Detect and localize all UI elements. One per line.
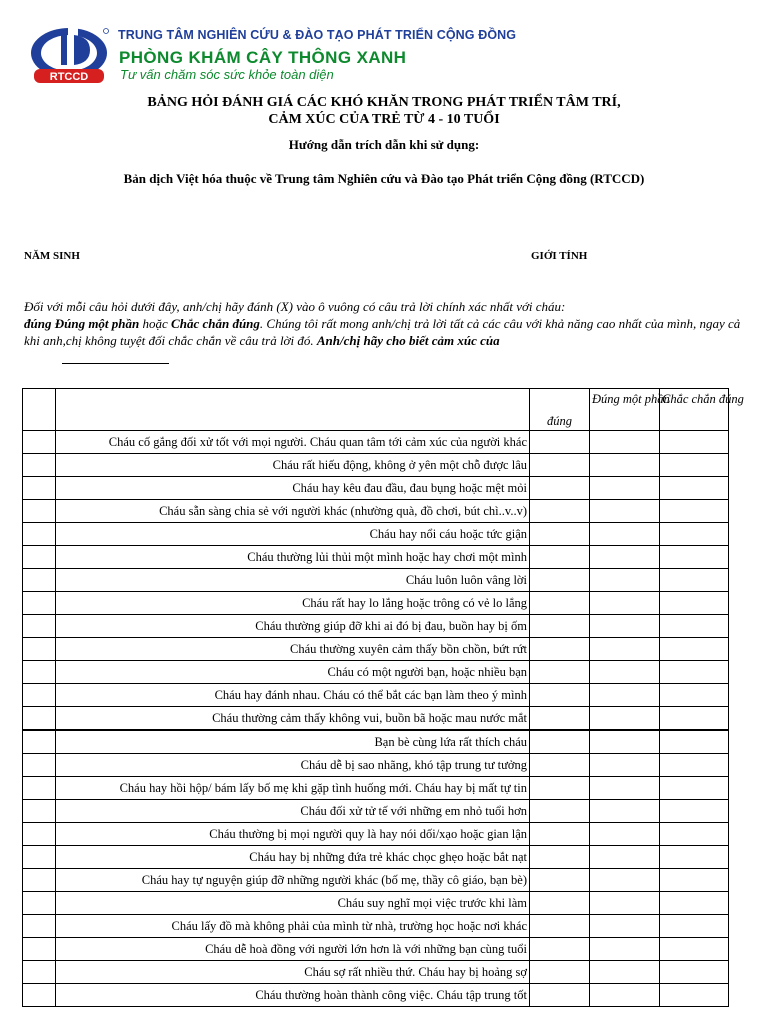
col-header-certainly-true: Chắc chắn đúng xyxy=(660,389,729,431)
rtccd-logo-icon xyxy=(28,25,110,87)
table-row xyxy=(23,592,729,615)
answer-box-certainly-true[interactable] xyxy=(660,454,729,477)
row-number-cell xyxy=(23,431,56,454)
answer-box-true[interactable] xyxy=(530,500,590,523)
answer-box-partly-true[interactable] xyxy=(590,892,660,915)
question-text: Cháu suy nghĩ mọi việc trước khi làm xyxy=(56,892,530,915)
table-row xyxy=(23,707,729,731)
row-number-cell xyxy=(23,846,56,869)
answer-box-partly-true[interactable] xyxy=(590,615,660,638)
answer-box-true[interactable] xyxy=(530,754,590,777)
row-number-cell xyxy=(23,869,56,892)
instr-line1: Đối với mỗi câu hỏi dưới đây, anh/chị hãy đánh (X) vào ô vuông có câu trả lời chính xác nhất với cháu: xyxy=(24,299,566,314)
answer-box-partly-true[interactable] xyxy=(590,707,660,731)
table-row xyxy=(23,915,729,938)
table-row xyxy=(23,546,729,569)
answer-box-certainly-true[interactable] xyxy=(660,730,729,754)
answer-box-certainly-true[interactable] xyxy=(660,592,729,615)
answer-box-true[interactable] xyxy=(530,938,590,961)
answer-box-certainly-true[interactable] xyxy=(660,638,729,661)
answer-box-partly-true[interactable] xyxy=(590,592,660,615)
answer-box-partly-true[interactable] xyxy=(590,800,660,823)
answer-box-true[interactable] xyxy=(530,661,590,684)
row-number-cell xyxy=(23,592,56,615)
question-text: Cháu thường cảm thấy không vui, buồn bã hoặc mau nước mắt xyxy=(56,707,530,731)
answer-box-certainly-true[interactable] xyxy=(660,823,729,846)
answer-box-partly-true[interactable] xyxy=(590,846,660,869)
question-text: Cháu đối xử tử tế với những em nhỏ tuổi hơn xyxy=(56,800,530,823)
question-text: Cháu thường lủi thủi một mình hoặc hay chơi một mình xyxy=(56,546,530,569)
answer-box-partly-true[interactable] xyxy=(590,961,660,984)
logo-text: RTCCD xyxy=(49,71,89,83)
answer-box-partly-true[interactable] xyxy=(590,984,660,1007)
answer-box-true[interactable] xyxy=(530,915,590,938)
answer-box-partly-true[interactable] xyxy=(590,454,660,477)
answer-box-certainly-true[interactable] xyxy=(660,431,729,454)
answer-box-certainly-true[interactable] xyxy=(660,846,729,869)
table-row xyxy=(23,615,729,638)
question-text: Cháu thường hoàn thành công việc. Cháu tập trung tốt xyxy=(56,984,530,1007)
clinic-name: PHÒNG KHÁM CÂY THÔNG XANH xyxy=(119,48,407,67)
header-question-cell xyxy=(56,389,530,431)
question-text: Cháu hay đánh nhau. Cháu có thể bắt các bạn làm theo ý mình xyxy=(56,684,530,707)
answer-box-true[interactable] xyxy=(530,984,590,1007)
table-row xyxy=(23,454,729,477)
table-row xyxy=(23,846,729,869)
row-number-cell xyxy=(23,707,56,731)
row-number-cell xyxy=(23,477,56,500)
question-text: Cháu sợ rất nhiều thứ. Cháu hay bị hoảng sợ xyxy=(56,961,530,984)
answer-box-true[interactable] xyxy=(530,892,590,915)
row-number-cell xyxy=(23,892,56,915)
answer-box-true[interactable] xyxy=(530,523,590,546)
answer-box-true[interactable] xyxy=(530,869,590,892)
answer-box-certainly-true[interactable] xyxy=(660,477,729,500)
answer-box-certainly-true[interactable] xyxy=(660,869,729,892)
answer-box-true[interactable] xyxy=(530,707,590,731)
question-text: Cháu dễ hoà đồng với người lớn hơn là với những bạn cùng tuổi xyxy=(56,938,530,961)
blank-line xyxy=(62,363,169,364)
tagline: Tư vấn chăm sóc sức khỏe toàn diện xyxy=(120,67,334,82)
answer-box-certainly-true[interactable] xyxy=(660,915,729,938)
row-number-cell xyxy=(23,915,56,938)
question-text: Cháu thường xuyên cảm thấy bồn chồn, bứt rứt xyxy=(56,638,530,661)
row-number-cell xyxy=(23,523,56,546)
answer-box-certainly-true[interactable] xyxy=(660,615,729,638)
answer-box-true[interactable] xyxy=(530,823,590,846)
table-row xyxy=(23,569,729,592)
question-text: Cháu dễ bị sao nhãng, khó tập trung tư tưởng xyxy=(56,754,530,777)
answer-box-true[interactable] xyxy=(530,477,590,500)
row-number-cell xyxy=(23,454,56,477)
answer-box-certainly-true[interactable] xyxy=(660,892,729,915)
answer-box-certainly-true[interactable] xyxy=(660,500,729,523)
question-text: Cháu có một người bạn, hoặc nhiều bạn xyxy=(56,661,530,684)
row-number-cell xyxy=(23,546,56,569)
citation-heading: Hướng dẫn trích dẫn khi sử dụng: xyxy=(288,137,480,152)
row-number-cell xyxy=(23,777,56,800)
answer-box-partly-true[interactable] xyxy=(590,938,660,961)
table-row xyxy=(23,500,729,523)
instructions xyxy=(24,298,744,349)
row-number-cell xyxy=(23,823,56,846)
row-number-cell xyxy=(23,569,56,592)
row-number-cell xyxy=(23,800,56,823)
answer-box-certainly-true[interactable] xyxy=(660,800,729,823)
answer-box-certainly-true[interactable] xyxy=(660,546,729,569)
answer-box-true[interactable] xyxy=(530,777,590,800)
col-header-true: đúng xyxy=(530,389,590,431)
row-number-cell xyxy=(23,984,56,1007)
answer-box-true[interactable] xyxy=(530,569,590,592)
answer-box-certainly-true[interactable] xyxy=(660,938,729,961)
table-row xyxy=(23,684,729,707)
question-text: Cháu hay hồi hộp/ bám lấy bố mẹ khi gặp tình huống mới. Cháu hay bị mất tự tin xyxy=(56,777,530,800)
letterhead xyxy=(0,0,768,90)
row-number-cell xyxy=(23,754,56,777)
table-row xyxy=(23,823,729,846)
table-header-row xyxy=(23,389,729,431)
table-row xyxy=(23,800,729,823)
question-text: Cháu hay bị những đứa trẻ khác chọc ghẹo hoặc bắt nạt xyxy=(56,846,530,869)
answer-box-certainly-true[interactable] xyxy=(660,569,729,592)
question-text: Cháu lấy đồ mà không phải của mình từ nhà, trường học hoặc nơi khác xyxy=(56,915,530,938)
birth-year-label: NĂM SINH xyxy=(24,250,80,262)
answer-box-partly-true[interactable] xyxy=(590,754,660,777)
answer-box-certainly-true[interactable] xyxy=(660,684,729,707)
question-text: Cháu thường bị mọi người quy là hay nói dối/xạo hoặc gian lận xyxy=(56,823,530,846)
table-row xyxy=(23,638,729,661)
row-number-cell xyxy=(23,730,56,754)
answer-box-true[interactable] xyxy=(530,615,590,638)
answer-box-certainly-true[interactable] xyxy=(660,961,729,984)
question-text: Cháu thường giúp đỡ khi ai đó bị đau, buồn hay bị ốm xyxy=(56,615,530,638)
instr-opt1: đúng xyxy=(24,316,52,331)
instr-body: . Chúng tôi rất mong anh/chị trả lời tất cả các câu với khả năng cao nhất của mình, ngay cả khi anh,chị không tuyệt đối chắc chắn về câu trả lời đó. xyxy=(24,316,741,348)
question-text: Cháu cố gắng đối xử tốt với mọi người. Cháu quan tâm tới cảm xúc của người khác xyxy=(56,431,530,454)
answer-box-partly-true[interactable] xyxy=(590,523,660,546)
question-text: Cháu rất hay lo lắng hoặc trông có vẻ lo lắng xyxy=(56,592,530,615)
table-row xyxy=(23,661,729,684)
citation-text: Bản dịch Việt hóa thuộc về Trung tâm Nghiên cứu và Đào tạo Phát triển Cộng đồng (RTCCD) xyxy=(123,171,645,186)
answer-box-true[interactable] xyxy=(530,800,590,823)
answer-box-partly-true[interactable] xyxy=(590,730,660,754)
answer-box-partly-true[interactable] xyxy=(590,569,660,592)
answer-box-true[interactable] xyxy=(530,592,590,615)
table-row xyxy=(23,730,729,754)
instr-opt2: Đúng một phần xyxy=(54,316,140,331)
row-number-cell xyxy=(23,638,56,661)
answer-box-certainly-true[interactable] xyxy=(660,523,729,546)
row-number-cell xyxy=(23,961,56,984)
answer-box-certainly-true[interactable] xyxy=(660,661,729,684)
answer-box-partly-true[interactable] xyxy=(590,546,660,569)
instr-or: hoặc xyxy=(142,316,168,331)
answer-box-true[interactable] xyxy=(530,638,590,661)
instr-opt3: Chắc chắn đúng xyxy=(171,316,260,331)
question-text: Cháu rất hiếu động, không ở yên một chỗ được lâu xyxy=(56,454,530,477)
table-row xyxy=(23,869,729,892)
row-number-cell xyxy=(23,661,56,684)
answer-box-certainly-true[interactable] xyxy=(660,984,729,1007)
org-name: TRUNG TÂM NGHIÊN CỨU & ĐÀO TẠO PHÁT TRIỂN CỘNG ĐỒNG xyxy=(118,28,517,42)
answer-box-true[interactable] xyxy=(530,846,590,869)
answer-box-partly-true[interactable] xyxy=(590,431,660,454)
row-number-cell xyxy=(23,500,56,523)
doc-title-line2: CẢM XÚC CỦA TRẺ TỪ 4 - 10 TUỔI xyxy=(268,112,500,127)
answer-box-partly-true[interactable] xyxy=(590,500,660,523)
answer-box-true[interactable] xyxy=(530,684,590,707)
answer-box-partly-true[interactable] xyxy=(590,661,660,684)
row-number-cell xyxy=(23,684,56,707)
header-num-cell xyxy=(23,389,56,431)
table-row xyxy=(23,892,729,915)
questionnaire-table xyxy=(22,388,744,1007)
col-header-partly-true: Đúng một phần xyxy=(590,389,660,431)
answer-box-partly-true[interactable] xyxy=(590,777,660,800)
row-number-cell xyxy=(23,615,56,638)
answer-box-partly-true[interactable] xyxy=(590,869,660,892)
answer-box-true[interactable] xyxy=(530,546,590,569)
question-text: Cháu hay nổi cáu hoặc tức giận xyxy=(56,523,530,546)
answer-box-true[interactable] xyxy=(530,431,590,454)
answer-box-certainly-true[interactable] xyxy=(660,754,729,777)
answer-box-partly-true[interactable] xyxy=(590,823,660,846)
table-row xyxy=(23,477,729,500)
question-text: Cháu hay tự nguyện giúp đỡ những người khác (bố mẹ, thầy cô giáo, bạn bè) xyxy=(56,869,530,892)
gender-label: GIỚI TÍNH xyxy=(531,250,588,262)
answer-box-partly-true[interactable] xyxy=(590,915,660,938)
table-row xyxy=(23,961,729,984)
answer-box-true[interactable] xyxy=(530,730,590,754)
table-row xyxy=(23,754,729,777)
instr-tail: Anh/chị hãy cho biết cảm xúc của xyxy=(316,333,500,348)
table-row xyxy=(23,431,729,454)
question-text: Cháu sẵn sàng chia sẻ với người khác (nhường quà, đồ chơi, bút chì..v..v) xyxy=(56,500,530,523)
table-row xyxy=(23,938,729,961)
table-row xyxy=(23,523,729,546)
table-row xyxy=(23,984,729,1007)
answer-box-partly-true[interactable] xyxy=(590,638,660,661)
question-text: Cháu luôn luôn vâng lời xyxy=(56,569,530,592)
row-number-cell xyxy=(23,938,56,961)
table-row xyxy=(23,777,729,800)
doc-title-line1: BẢNG HỎI ĐÁNH GIÁ CÁC KHÓ KHĂN TRONG PHÁT TRIỂN TÂM TRÍ, xyxy=(147,95,621,110)
answer-box-true[interactable] xyxy=(530,961,590,984)
answer-box-certainly-true[interactable] xyxy=(660,777,729,800)
answer-box-partly-true[interactable] xyxy=(590,684,660,707)
question-text: Cháu hay kêu đau đầu, đau bụng hoặc mệt mỏi xyxy=(56,477,530,500)
answer-box-partly-true[interactable] xyxy=(590,477,660,500)
answer-box-true[interactable] xyxy=(530,454,590,477)
answer-box-certainly-true[interactable] xyxy=(660,707,729,731)
question-text: Bạn bè cùng lứa rất thích cháu xyxy=(56,730,530,754)
